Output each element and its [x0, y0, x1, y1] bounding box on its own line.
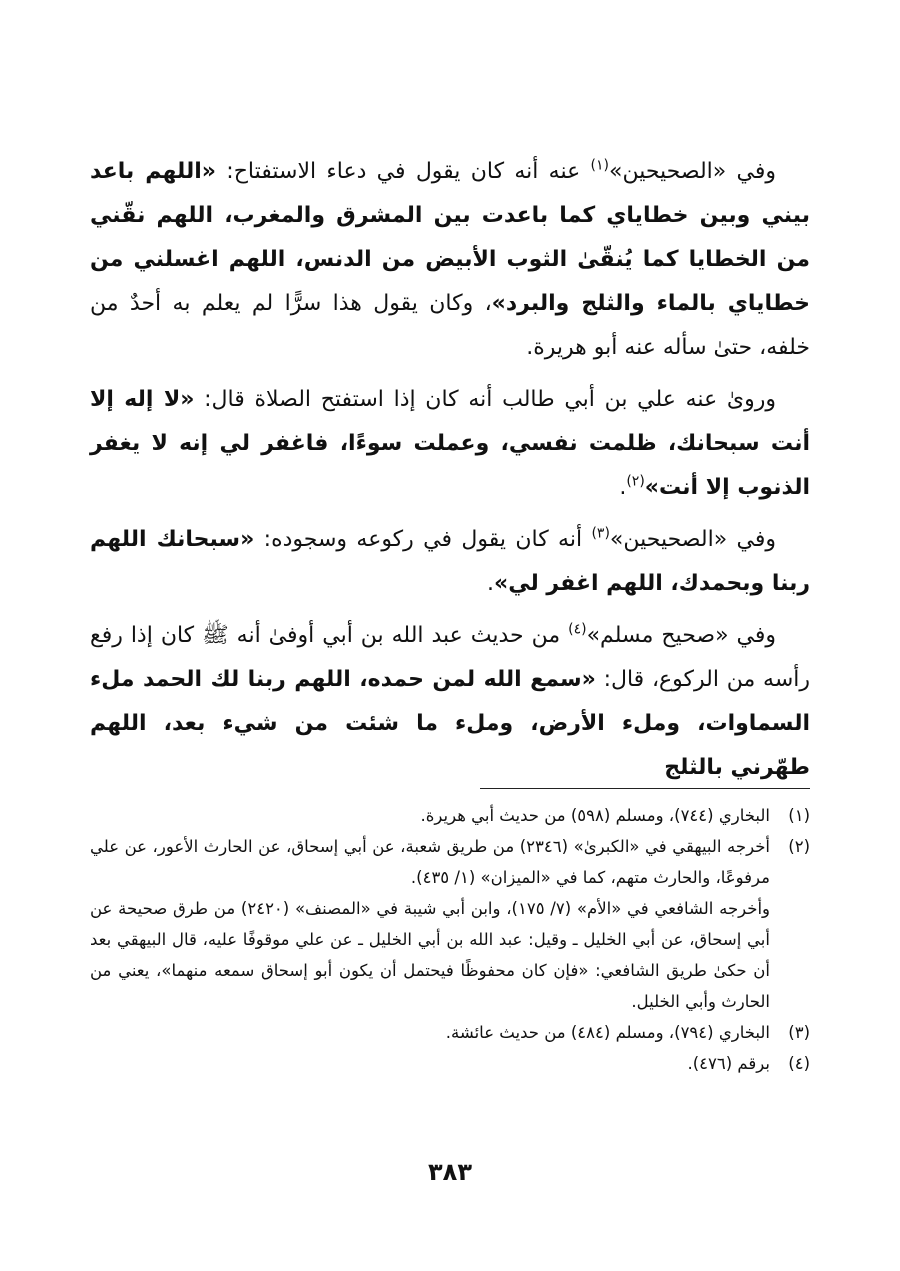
- hadith-quote: «لا إله إلا أنت سبحانك، ظلمت نفسي، وعملت سوءًا، فاغفر لي إنه لا يغفر الذنوب إلا أنت»: [90, 387, 810, 500]
- footnote: [90, 831, 810, 1017]
- footnote-number: (٢): [788, 837, 810, 856]
- footnote-line: البخاري (٧٩٤)، ومسلم (٤٨٤) من حديث عائشة.: [445, 1023, 770, 1042]
- footnote-number: (٤): [788, 1054, 810, 1073]
- hadith-quote: «اللهم باعد بيني وبين خطاياي كما باعدت بين المشرق والمغرب، اللهم نقّني من الخطايا كما يُنقّىٰ الثوب الأبيض من الدنس، اللهم اغسلني من خطاياي بالماء والثلج والبرد»: [90, 159, 810, 316]
- footnote-ref: (٤): [568, 621, 587, 638]
- footnote: [90, 800, 810, 831]
- footnote-number: (١): [788, 806, 810, 825]
- footnote-line: البخاري (٧٤٤)، ومسلم (٥٩٨) من حديث أبي هريرة.: [420, 806, 770, 825]
- footnote-ref: (١): [590, 157, 609, 174]
- footnote-line: برقم (٤٧٦).: [687, 1054, 770, 1073]
- footnote-text: [90, 800, 770, 831]
- text-segment: عنه أنه كان يقول في دعاء الاستفتاح:: [216, 159, 591, 184]
- text-segment: .: [619, 475, 627, 500]
- hadith-quote: «سمع الله لمن حمده، اللهم ربنا لك الحمد ملء السماوات، وملء الأرض، وملء ما شئت من شيء بعد، اللهم طهّرني بالثلج: [90, 667, 810, 780]
- text-segment: من حديث عبد الله بن أبي أوفىٰ أنه ﷺ كان إذا رفع رأسه من الركوع، قال:: [90, 623, 811, 692]
- footnote-ref: (٢): [626, 473, 645, 490]
- paragraph: [90, 614, 810, 790]
- text-segment: ورویٰ عنه علي بن أبي طالب أنه كان إذا استفتح الصلاة قال:: [194, 387, 776, 412]
- footnote-line: أخرجه البيهقي في «الكبرىٰ» (٢٣٤٦) من طريق شعبة، عن أبي إسحاق، عن الحارث الأعور، عن علي مرفوعًا، والحارث متهم، كما في «الميزان» (١/ ٤٣٥).: [90, 837, 770, 887]
- footnote: [90, 1048, 810, 1079]
- text-segment: وفي «الصحيحين»: [609, 527, 777, 552]
- footnote-text: [90, 1048, 770, 1079]
- paragraph: [90, 518, 810, 606]
- footnote-text: [90, 831, 770, 1017]
- text-segment: ، وكان يقول هذا سرًّا لم يعلم به أحدٌ من خلفه، حتىٰ سأله عنه أبو هريرة.: [90, 291, 810, 360]
- hadith-quote: «سبحانك اللهم ربنا وبحمدك، اللهم اغفر لي»: [90, 527, 810, 596]
- main-text: [90, 150, 810, 798]
- footnote-text: [90, 1017, 770, 1048]
- footnote-divider: [480, 788, 810, 789]
- page-number: ٣٨٣: [428, 1158, 472, 1186]
- footnote-line: وأخرجه الشافعي في «الأم» (٧/ ١٧٥)، وابن أبي شيبة في «المصنف» (٢٤٢٠) من طرق صحيحة عن أبي إسحاق، عن أبي الخليل ـ وقيل: عبد الله بن أبي الخليل ـ عن علي موقوفًا عليه، قال البيهقي بعد أن حكىٰ طريق الشافعي: «فإن كان محفوظًا فيحتمل أن يكون أبو إسحاق سمعه منهما»، يعني من الحارث وأبي الخليل.: [90, 899, 771, 1011]
- text-segment: .: [487, 571, 495, 596]
- text-segment: وفي «الصحيحين»: [608, 159, 776, 184]
- footnote-number: (٣): [788, 1023, 810, 1042]
- footnote-ref: (٣): [591, 525, 610, 542]
- footnotes: [90, 800, 810, 1079]
- paragraph: [90, 150, 810, 370]
- text-segment: وفي «صحيح مسلم»: [586, 623, 776, 648]
- text-segment: أنه كان يقول في ركوعه وسجوده:: [254, 527, 592, 552]
- paragraph: [90, 378, 810, 510]
- footnote: [90, 1017, 810, 1048]
